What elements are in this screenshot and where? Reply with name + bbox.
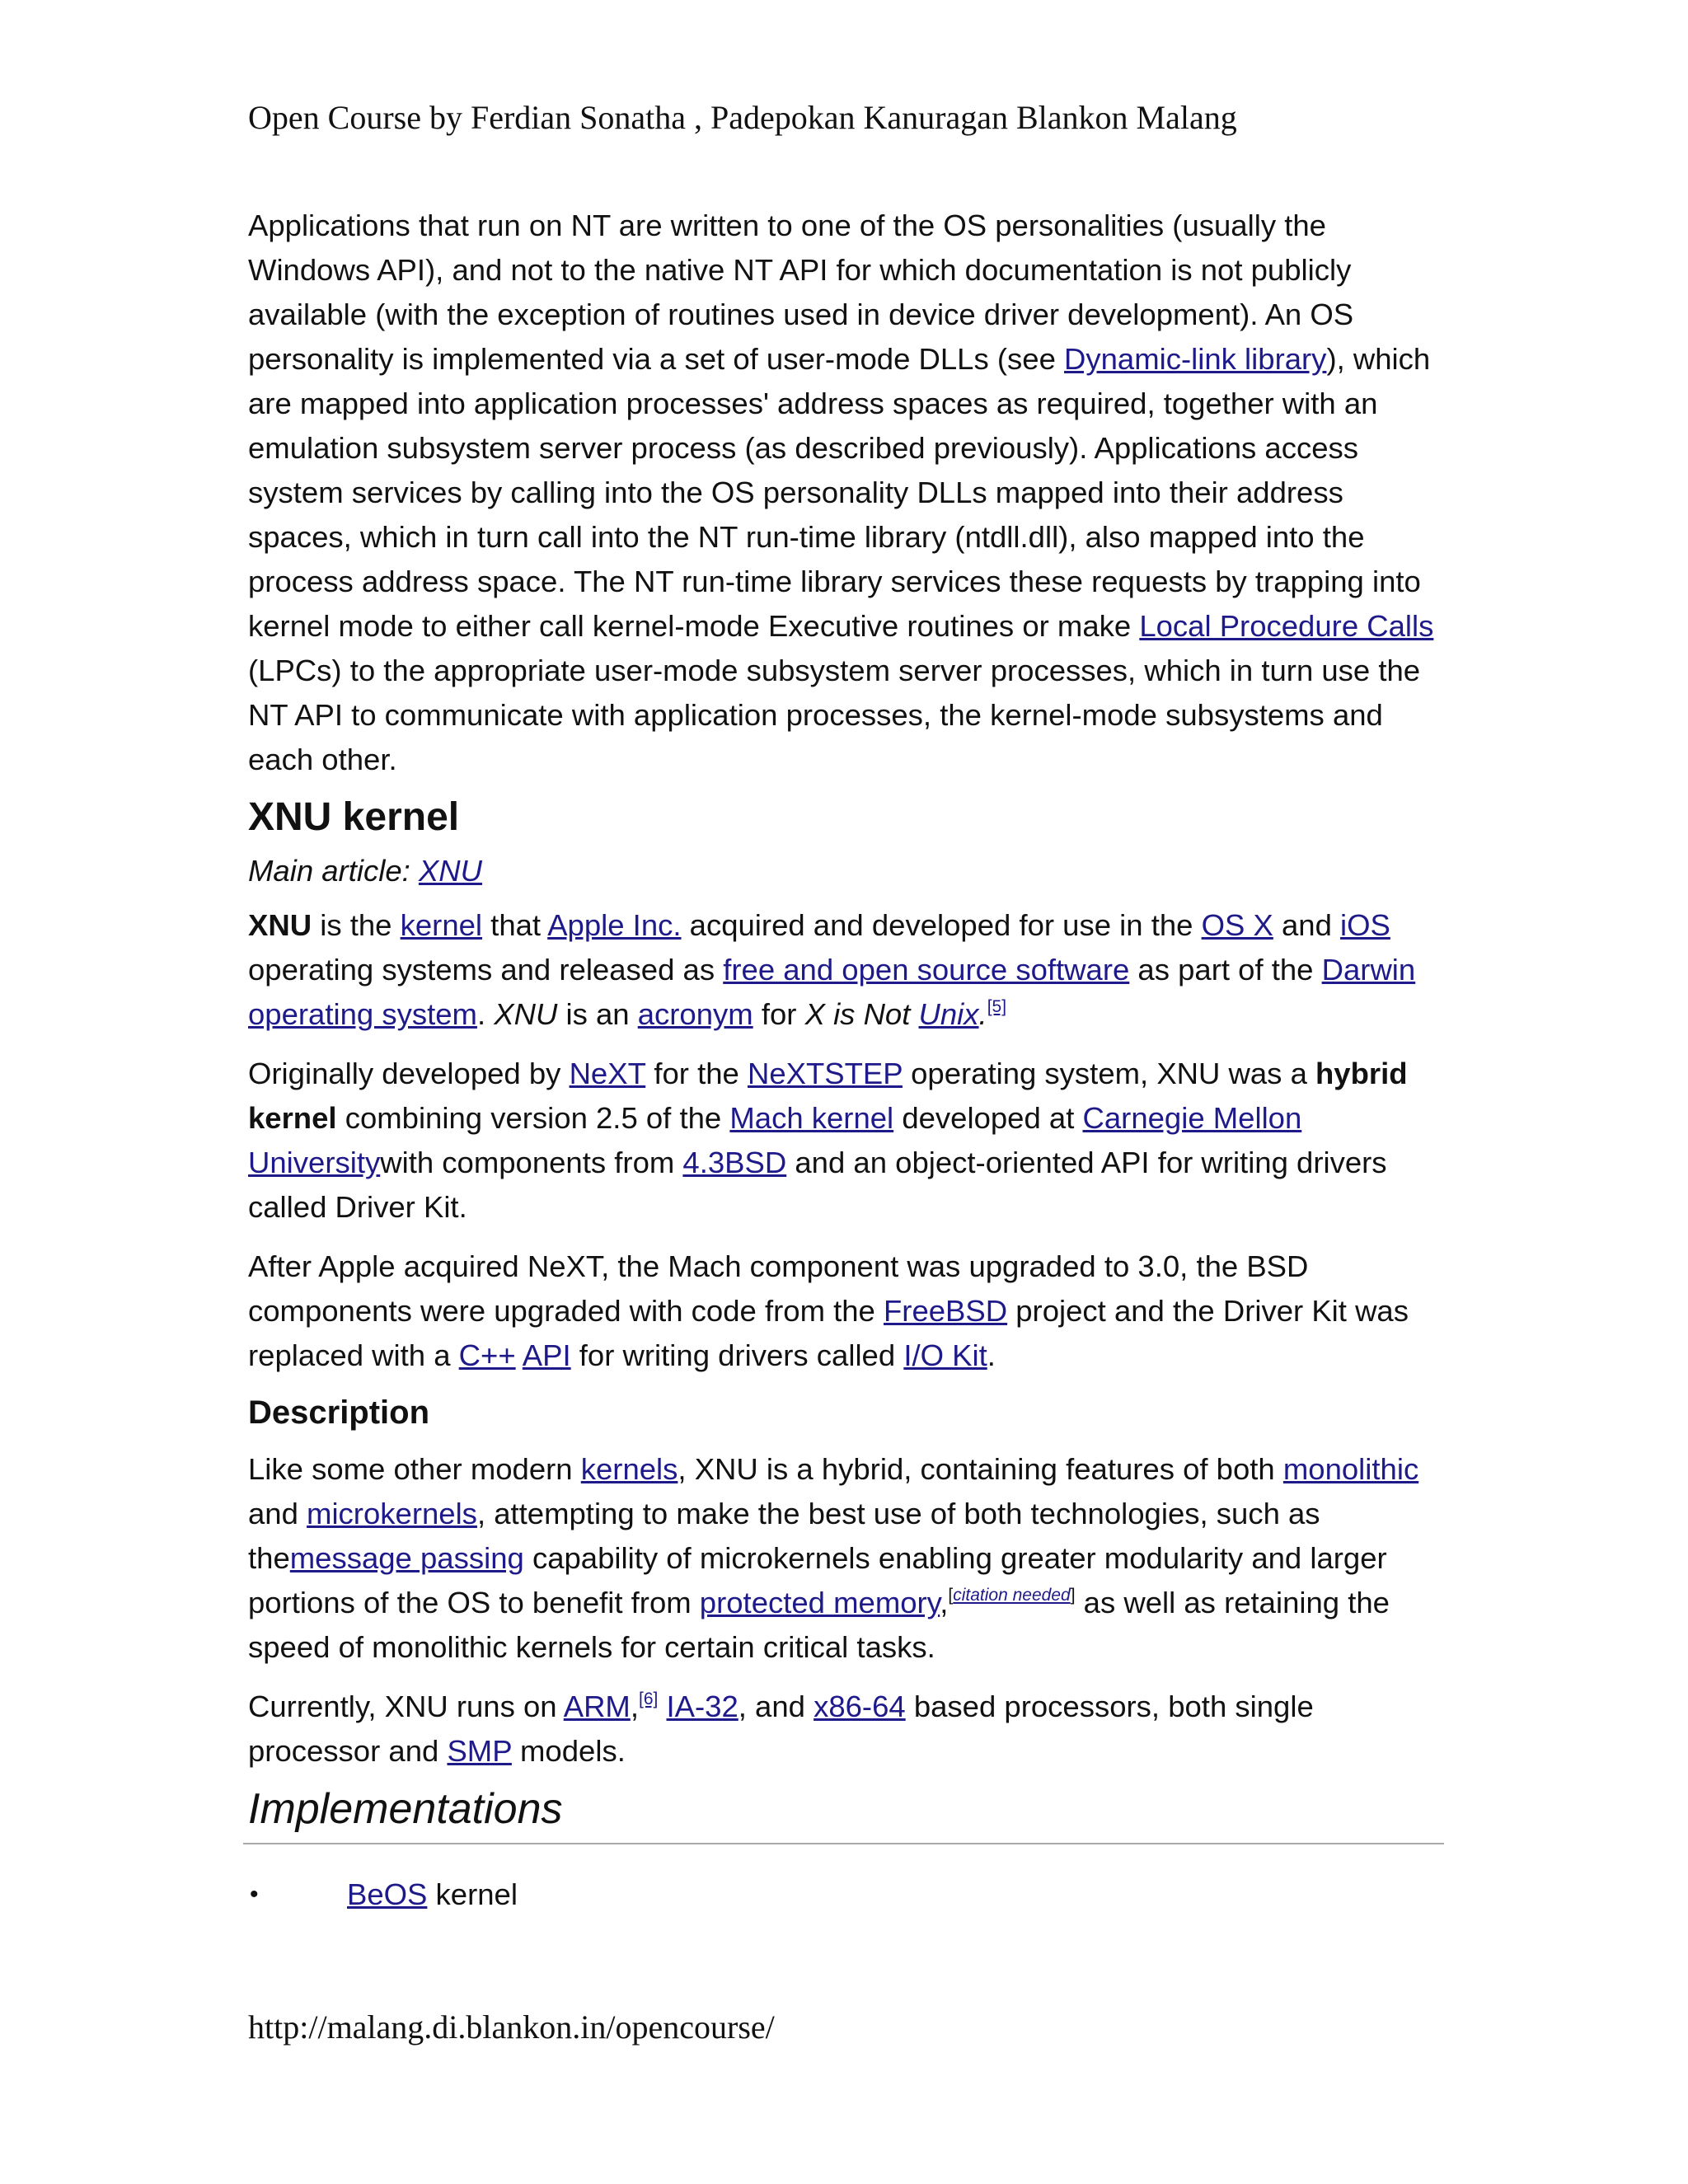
heading-xnu-kernel: XNU kernel [248, 795, 460, 839]
link-api[interactable]: API [522, 1338, 571, 1372]
page-footer-url: http://malang.di.blankon.in/opencourse/ [248, 2008, 775, 2046]
link-apple-inc[interactable]: Apple Inc. [547, 908, 682, 942]
link-nextstep[interactable]: NeXTSTEP [747, 1057, 903, 1090]
article-body [248, 204, 1447, 1917]
link-beos[interactable]: BeOS [347, 1877, 428, 1911]
link-ia-32[interactable]: IA-32 [666, 1690, 738, 1723]
bullet-icon: • [250, 1881, 259, 1908]
paragraph-description: Like some other modern kernels, XNU is a hybrid, containing features of both monolithic and microkernels, attempting to make the best use of both technologies, such as themessage passing capability of microkernels enabling greater modularity and larger portions of the OS to benefit from protected memory,[citation needed] as well as retaining the speed of monolithic kernels for certain critical tasks. [248, 1452, 1419, 1664]
main-article-note: Main article: XNU [248, 854, 482, 888]
citation-6[interactable]: [6] [638, 1689, 659, 1708]
heading-description: Description [248, 1394, 430, 1431]
link-kernels[interactable]: kernels [580, 1452, 678, 1486]
link-cpp[interactable]: C++ [458, 1338, 516, 1372]
link-free-open-source-software[interactable]: free and open source software [723, 953, 1130, 987]
paragraph-xnu-intro: XNU is the kernel that Apple Inc. acquired and developed for use in the OS X and iOS operating systems and released as free and open source software as part of the Darwin operating system. XNU is an acronym for X is Not Unix.[5] [248, 908, 1416, 1031]
link-freebsd[interactable]: FreeBSD [884, 1294, 1008, 1328]
link-microkernels[interactable]: microkernels [307, 1497, 477, 1530]
link-4-3bsd[interactable]: 4.3BSD [682, 1146, 787, 1179]
link-protected-memory[interactable]: protected memory [699, 1586, 940, 1619]
link-io-kit[interactable]: I/O Kit [903, 1338, 987, 1372]
list-item: • BeOS kernel [248, 1872, 1447, 1917]
link-kernel[interactable]: kernel [400, 908, 483, 942]
link-mach-kernel[interactable]: Mach kernel [729, 1101, 894, 1135]
link-arm[interactable]: ARM [563, 1690, 631, 1723]
paragraph-xnu-upgrade: After Apple acquired NeXT, the Mach component was upgraded to 3.0, the BSD components were upgraded with code from the FreeBSD project and the Driver Kit was replaced with a C++ API for writing drivers called I/O Kit. [248, 1249, 1409, 1372]
paragraph-nt-applications: Applications that run on NT are written to one of the OS personalities (usually the Windows API), and not to the native NT API for which documentation is not publicly available (with the exception of routines used in device driver development). An OS personality is implemented via a set of user-mode DLLs (see Dynamic-link library), which are mapped into application processes' address spaces as required, together with an emulation subsystem server process (as described previously). Applications access system services by calling into the OS personality DLLs mapped into their address spaces, which in turn call into the NT run-time library (ntdll.dll), also mapped into the process address space. The NT run-time library services these requests by trapping into kernel mode to either call kernel-mode Executive routines or make Local Procedure Calls (LPCs) to the appropriate user-mode subsystem server processes, which in turn use the NT API to communicate with application processes, the kernel-mode subsystems and each other. [248, 209, 1434, 776]
citation-5[interactable]: [5] [987, 996, 1007, 1016]
link-dynamic-link-library[interactable]: Dynamic-link library [1064, 342, 1327, 376]
link-os-x[interactable]: OS X [1201, 908, 1273, 942]
heading-implementations: Implementations [243, 1780, 1444, 1844]
link-local-procedure-calls[interactable]: Local Procedure Calls [1139, 609, 1434, 643]
link-acronym[interactable]: acronym [637, 997, 753, 1031]
link-darwin-operating-system[interactable]: Darwin operating system [248, 953, 1416, 1031]
page-header: Open Course by Ferdian Sonatha , Padepokan Kanuragan Blankon Malang [248, 99, 1237, 136]
paragraph-processors: Currently, XNU runs on ARM,[6] IA-32, and x86-64 based processors, both single processor and SMP models. [248, 1689, 1314, 1768]
link-unix[interactable]: Unix [918, 997, 979, 1031]
link-x86-64[interactable]: x86-64 [814, 1690, 906, 1723]
link-citation-needed[interactable]: citation needed [953, 1585, 1071, 1605]
citation-needed-note: [citation needed] [948, 1585, 1076, 1605]
link-next[interactable]: NeXT [569, 1057, 646, 1090]
link-xnu[interactable]: XNU [418, 854, 482, 888]
link-monolithic[interactable]: monolithic [1282, 1452, 1419, 1486]
implementations-list [248, 1872, 1447, 1917]
link-message-passing[interactable]: message passing [289, 1541, 524, 1575]
link-smp[interactable]: SMP [447, 1734, 512, 1768]
link-carnegie-mellon-university[interactable]: Carnegie Mellon University [248, 1101, 1302, 1179]
link-ios[interactable]: iOS [1340, 908, 1390, 942]
paragraph-xnu-origin: Originally developed by NeXT for the NeXTSTEP operating system, XNU was a hybrid kernel combining version 2.5 of the Mach kernel developed at Carnegie Mellon Universitywith components from 4.3BSD and an object-oriented API for writing drivers called Driver Kit. [248, 1057, 1408, 1224]
